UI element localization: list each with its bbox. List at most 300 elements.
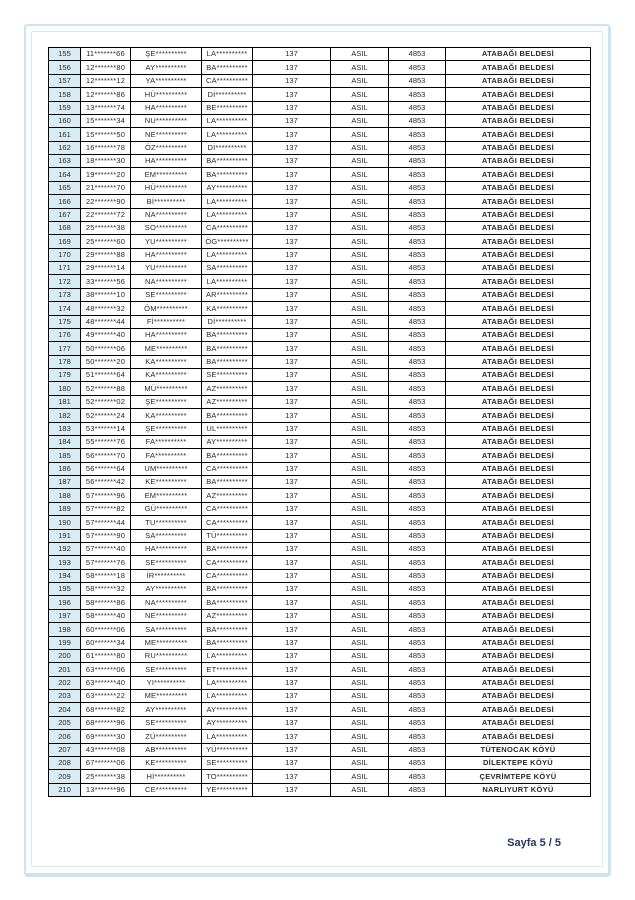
cell-location: ATABAĞI BELDESİ — [446, 262, 591, 275]
cell-masked-first-name: HÜ********** — [131, 181, 202, 194]
cell-masked-id: 60*******34 — [81, 636, 131, 649]
cell-status: ASIL — [331, 128, 389, 141]
cell-row-number: 204 — [49, 703, 81, 716]
cell-masked-id: 18*******30 — [81, 155, 131, 168]
cell-masked-id: 57*******82 — [81, 502, 131, 515]
table-row — [49, 690, 591, 703]
cell-status: ASIL — [331, 542, 389, 555]
cell-row-number: 172 — [49, 275, 81, 288]
cell-list-no: 4853 — [389, 395, 446, 408]
cell-code: 137 — [253, 730, 331, 743]
cell-code: 137 — [253, 516, 331, 529]
cell-masked-first-name: ŞE********** — [131, 395, 202, 408]
cell-row-number: 187 — [49, 476, 81, 489]
cell-row-number: 207 — [49, 743, 81, 756]
cell-list-no: 4853 — [389, 476, 446, 489]
cell-code: 137 — [253, 88, 331, 101]
cell-masked-last-name: BA********** — [202, 61, 253, 74]
cell-code: 137 — [253, 262, 331, 275]
table-row — [49, 596, 591, 609]
cell-status: ASIL — [331, 770, 389, 783]
cell-masked-first-name: HA********** — [131, 328, 202, 341]
cell-masked-id: 69*******30 — [81, 730, 131, 743]
cell-list-no: 4853 — [389, 676, 446, 689]
cell-row-number: 173 — [49, 288, 81, 301]
cell-masked-first-name: YA********** — [131, 74, 202, 87]
table-row — [49, 756, 591, 769]
cell-status: ASIL — [331, 596, 389, 609]
cell-list-no: 4853 — [389, 221, 446, 234]
table-row — [49, 743, 591, 756]
cell-masked-last-name: BA********** — [202, 596, 253, 609]
cell-location: ATABAĞI BELDESİ — [446, 342, 591, 355]
cell-masked-last-name: Dİ********** — [202, 141, 253, 154]
cell-status: ASIL — [331, 649, 389, 662]
cell-masked-id: 50*******06 — [81, 342, 131, 355]
cell-masked-last-name: LA********** — [202, 195, 253, 208]
cell-row-number: 200 — [49, 649, 81, 662]
cell-list-no: 4853 — [389, 114, 446, 127]
cell-masked-id: 48*******44 — [81, 315, 131, 328]
cell-masked-id: 15*******34 — [81, 114, 131, 127]
cell-masked-id: 52*******88 — [81, 382, 131, 395]
cell-row-number: 199 — [49, 636, 81, 649]
cell-location: ATABAĞI BELDESİ — [446, 716, 591, 729]
cell-list-no: 4853 — [389, 355, 446, 368]
cell-code: 137 — [253, 141, 331, 154]
cell-list-no: 4853 — [389, 302, 446, 315]
cell-row-number: 159 — [49, 101, 81, 114]
table-row — [49, 569, 591, 582]
cell-code: 137 — [253, 382, 331, 395]
cell-masked-id: 57*******44 — [81, 516, 131, 529]
cell-masked-last-name: LA********** — [202, 649, 253, 662]
cell-masked-last-name: KA********** — [202, 302, 253, 315]
cell-row-number: 176 — [49, 328, 81, 341]
cell-row-number: 190 — [49, 516, 81, 529]
cell-location: ATABAĞI BELDESİ — [446, 690, 591, 703]
cell-masked-last-name: TO********** — [202, 770, 253, 783]
cell-masked-first-name: NE********** — [131, 609, 202, 622]
cell-masked-id: 57*******90 — [81, 529, 131, 542]
cell-masked-last-name: BA********** — [202, 342, 253, 355]
table-row — [49, 663, 591, 676]
cell-list-no: 4853 — [389, 369, 446, 382]
cell-row-number: 164 — [49, 168, 81, 181]
cell-code: 137 — [253, 556, 331, 569]
cell-masked-last-name: Dİ********** — [202, 315, 253, 328]
cell-masked-last-name: LA********** — [202, 248, 253, 261]
cell-status: ASIL — [331, 382, 389, 395]
cell-masked-first-name: EM********** — [131, 489, 202, 502]
cell-code: 137 — [253, 476, 331, 489]
cell-code: 137 — [253, 288, 331, 301]
cell-masked-first-name: HA********** — [131, 101, 202, 114]
table-row — [49, 221, 591, 234]
cell-code: 137 — [253, 409, 331, 422]
cell-code: 137 — [253, 114, 331, 127]
cell-masked-first-name: AY********** — [131, 61, 202, 74]
cell-status: ASIL — [331, 101, 389, 114]
cell-status: ASIL — [331, 676, 389, 689]
cell-row-number: 202 — [49, 676, 81, 689]
cell-list-no: 4853 — [389, 716, 446, 729]
cell-code: 137 — [253, 355, 331, 368]
cell-masked-id: 63*******40 — [81, 676, 131, 689]
cell-location: ATABAĞI BELDESİ — [446, 369, 591, 382]
cell-code: 137 — [253, 275, 331, 288]
cell-row-number: 168 — [49, 221, 81, 234]
cell-code: 137 — [253, 181, 331, 194]
cell-code: 137 — [253, 302, 331, 315]
cell-masked-first-name: ÖM********** — [131, 302, 202, 315]
cell-code: 137 — [253, 716, 331, 729]
cell-list-no: 4853 — [389, 275, 446, 288]
cell-list-no: 4853 — [389, 74, 446, 87]
table-row — [49, 208, 591, 221]
cell-location: ATABAĞI BELDESİ — [446, 248, 591, 261]
cell-masked-id: 52*******02 — [81, 395, 131, 408]
cell-location: ATABAĞI BELDESİ — [446, 542, 591, 555]
cell-row-number: 181 — [49, 395, 81, 408]
table-row — [49, 262, 591, 275]
cell-masked-first-name: NA********** — [131, 275, 202, 288]
cell-location: ATABAĞI BELDESİ — [446, 235, 591, 248]
cell-status: ASIL — [331, 155, 389, 168]
cell-status: ASIL — [331, 61, 389, 74]
cell-masked-last-name: CA********** — [202, 462, 253, 475]
cell-masked-last-name: BA********** — [202, 583, 253, 596]
cell-masked-id: 25*******38 — [81, 221, 131, 234]
cell-row-number: 177 — [49, 342, 81, 355]
cell-masked-first-name: KA********** — [131, 409, 202, 422]
table-row — [49, 529, 591, 542]
cell-list-no: 4853 — [389, 542, 446, 555]
cell-masked-first-name: YI********** — [131, 676, 202, 689]
cell-status: ASIL — [331, 716, 389, 729]
cell-status: ASIL — [331, 743, 389, 756]
cell-location: ATABAĞI BELDESİ — [446, 529, 591, 542]
cell-list-no: 4853 — [389, 770, 446, 783]
cell-masked-last-name: LA********** — [202, 48, 253, 61]
cell-code: 137 — [253, 583, 331, 596]
table-row — [49, 74, 591, 87]
cell-list-no: 4853 — [389, 262, 446, 275]
cell-masked-id: 57*******40 — [81, 542, 131, 555]
cell-list-no: 4853 — [389, 195, 446, 208]
cell-masked-first-name: SE********** — [131, 716, 202, 729]
cell-list-no: 4853 — [389, 235, 446, 248]
cell-row-number: 185 — [49, 449, 81, 462]
cell-masked-last-name: AY********** — [202, 181, 253, 194]
cell-row-number: 157 — [49, 74, 81, 87]
cell-code: 137 — [253, 155, 331, 168]
cell-row-number: 208 — [49, 756, 81, 769]
cell-masked-last-name: YE********** — [202, 783, 253, 796]
table-row — [49, 195, 591, 208]
table-row — [49, 141, 591, 154]
cell-code: 137 — [253, 315, 331, 328]
cell-status: ASIL — [331, 623, 389, 636]
cell-list-no: 4853 — [389, 703, 446, 716]
cell-masked-id: 67*******06 — [81, 756, 131, 769]
cell-row-number: 162 — [49, 141, 81, 154]
cell-row-number: 191 — [49, 529, 81, 542]
cell-masked-id: 16*******78 — [81, 141, 131, 154]
cell-list-no: 4853 — [389, 529, 446, 542]
cell-masked-last-name: AY********** — [202, 435, 253, 448]
cell-status: ASIL — [331, 583, 389, 596]
cell-masked-first-name: ŞE********** — [131, 48, 202, 61]
cell-masked-id: 60*******06 — [81, 623, 131, 636]
cell-status: ASIL — [331, 114, 389, 127]
cell-location: ÇEVRİMTEPE KÖYÜ — [446, 770, 591, 783]
cell-status: ASIL — [331, 703, 389, 716]
cell-status: ASIL — [331, 502, 389, 515]
cell-location: TÜTENOCAK KÖYÜ — [446, 743, 591, 756]
cell-masked-first-name: NA********** — [131, 208, 202, 221]
cell-masked-last-name: BE********** — [202, 101, 253, 114]
table-row — [49, 181, 591, 194]
cell-location: ATABAĞI BELDESİ — [446, 569, 591, 582]
cell-code: 137 — [253, 235, 331, 248]
cell-list-no: 4853 — [389, 61, 446, 74]
cell-code: 137 — [253, 328, 331, 341]
cell-row-number: 167 — [49, 208, 81, 221]
table-row — [49, 114, 591, 127]
table-row — [49, 168, 591, 181]
cell-status: ASIL — [331, 48, 389, 61]
table-row — [49, 609, 591, 622]
cell-list-no: 4853 — [389, 663, 446, 676]
table-row — [49, 476, 591, 489]
cell-code: 137 — [253, 422, 331, 435]
cell-list-no: 4853 — [389, 382, 446, 395]
cell-row-number: 201 — [49, 663, 81, 676]
cell-masked-id: 61*******80 — [81, 649, 131, 662]
cell-masked-id: 13*******96 — [81, 783, 131, 796]
cell-status: ASIL — [331, 409, 389, 422]
cell-masked-last-name: ÖG********** — [202, 235, 253, 248]
table-row — [49, 623, 591, 636]
cell-row-number: 169 — [49, 235, 81, 248]
table-row — [49, 288, 591, 301]
cell-code: 137 — [253, 462, 331, 475]
cell-masked-last-name: SE********** — [202, 369, 253, 382]
cell-code: 137 — [253, 74, 331, 87]
cell-status: ASIL — [331, 569, 389, 582]
cell-location: ATABAĞI BELDESİ — [446, 462, 591, 475]
cell-row-number: 195 — [49, 583, 81, 596]
cell-list-no: 4853 — [389, 596, 446, 609]
cell-masked-id: 25*******60 — [81, 235, 131, 248]
cell-masked-last-name: LA********** — [202, 275, 253, 288]
cell-location: ATABAĞI BELDESİ — [446, 730, 591, 743]
cell-masked-id: 57*******96 — [81, 489, 131, 502]
cell-status: ASIL — [331, 141, 389, 154]
table-row — [49, 315, 591, 328]
cell-status: ASIL — [331, 663, 389, 676]
cell-status: ASIL — [331, 395, 389, 408]
cell-code: 137 — [253, 783, 331, 796]
cell-list-no: 4853 — [389, 422, 446, 435]
cell-location: ATABAĞI BELDESİ — [446, 502, 591, 515]
cell-location: ATABAĞI BELDESİ — [446, 649, 591, 662]
cell-masked-last-name: CA********** — [202, 556, 253, 569]
cell-row-number: 178 — [49, 355, 81, 368]
cell-list-no: 4853 — [389, 516, 446, 529]
cell-masked-id: 50*******20 — [81, 355, 131, 368]
cell-row-number: 210 — [49, 783, 81, 796]
cell-status: ASIL — [331, 248, 389, 261]
cell-row-number: 189 — [49, 502, 81, 515]
cell-masked-last-name: LA********** — [202, 208, 253, 221]
cell-list-no: 4853 — [389, 623, 446, 636]
cell-list-no: 4853 — [389, 583, 446, 596]
cell-masked-last-name: CA********** — [202, 502, 253, 515]
cell-masked-first-name: HA********** — [131, 155, 202, 168]
cell-masked-id: 15*******50 — [81, 128, 131, 141]
cell-location: ATABAĞI BELDESİ — [446, 355, 591, 368]
cell-masked-first-name: UM********** — [131, 462, 202, 475]
cell-row-number: 175 — [49, 315, 81, 328]
cell-masked-first-name: Hİ********** — [131, 770, 202, 783]
table-row — [49, 155, 591, 168]
cell-masked-last-name: AZ********** — [202, 609, 253, 622]
cell-row-number: 155 — [49, 48, 81, 61]
cell-list-no: 4853 — [389, 449, 446, 462]
cell-status: ASIL — [331, 275, 389, 288]
cell-masked-last-name: BA********** — [202, 409, 253, 422]
cell-location: ATABAĞI BELDESİ — [446, 88, 591, 101]
cell-masked-id: 51*******64 — [81, 369, 131, 382]
cell-masked-id: 21*******70 — [81, 181, 131, 194]
cell-masked-last-name: CA********** — [202, 569, 253, 582]
cell-masked-last-name: BA********** — [202, 155, 253, 168]
cell-list-no: 4853 — [389, 569, 446, 582]
cell-list-no: 4853 — [389, 248, 446, 261]
cell-location: ATABAĞI BELDESİ — [446, 181, 591, 194]
cell-row-number: 174 — [49, 302, 81, 315]
cell-list-no: 4853 — [389, 155, 446, 168]
cell-masked-last-name: AR********** — [202, 288, 253, 301]
cell-list-no: 4853 — [389, 435, 446, 448]
cell-location: ATABAĞI BELDESİ — [446, 74, 591, 87]
table-row — [49, 783, 591, 796]
cell-code: 137 — [253, 101, 331, 114]
cell-masked-last-name: UL********** — [202, 422, 253, 435]
cell-list-no: 4853 — [389, 168, 446, 181]
cell-location: ATABAĞI BELDESİ — [446, 288, 591, 301]
cell-masked-first-name: ME********** — [131, 690, 202, 703]
cell-location: ATABAĞI BELDESİ — [446, 636, 591, 649]
cell-masked-first-name: Fİ********** — [131, 315, 202, 328]
cell-code: 137 — [253, 342, 331, 355]
cell-row-number: 184 — [49, 435, 81, 448]
cell-masked-first-name: NU********** — [131, 114, 202, 127]
cell-code: 137 — [253, 61, 331, 74]
cell-list-no: 4853 — [389, 141, 446, 154]
cell-masked-last-name: LA********** — [202, 128, 253, 141]
table-row — [49, 369, 591, 382]
table-row — [49, 542, 591, 555]
cell-row-number: 197 — [49, 609, 81, 622]
cell-masked-first-name: Bİ********** — [131, 195, 202, 208]
table-row — [49, 328, 591, 341]
cell-list-no: 4853 — [389, 649, 446, 662]
cell-list-no: 4853 — [389, 690, 446, 703]
table-row — [49, 128, 591, 141]
cell-list-no: 4853 — [389, 88, 446, 101]
cell-list-no: 4853 — [389, 101, 446, 114]
cell-status: ASIL — [331, 342, 389, 355]
cell-code: 137 — [253, 489, 331, 502]
cell-masked-last-name: BA********** — [202, 623, 253, 636]
cell-location: ATABAĞI BELDESİ — [446, 476, 591, 489]
cell-status: ASIL — [331, 262, 389, 275]
cell-location: ATABAĞI BELDESİ — [446, 623, 591, 636]
cell-masked-first-name: HA********** — [131, 542, 202, 555]
cell-masked-id: 56*******64 — [81, 462, 131, 475]
cell-masked-id: 25*******38 — [81, 770, 131, 783]
cell-masked-last-name: Dİ********** — [202, 88, 253, 101]
cell-row-number: 186 — [49, 462, 81, 475]
cell-code: 137 — [253, 636, 331, 649]
cell-list-no: 4853 — [389, 730, 446, 743]
cell-list-no: 4853 — [389, 409, 446, 422]
cell-status: ASIL — [331, 636, 389, 649]
cell-location: ATABAĞI BELDESİ — [446, 61, 591, 74]
cell-masked-id: 43*******08 — [81, 743, 131, 756]
table-row — [49, 676, 591, 689]
cell-code: 137 — [253, 48, 331, 61]
cell-masked-last-name: CA********** — [202, 516, 253, 529]
cell-row-number: 158 — [49, 88, 81, 101]
cell-masked-id: 63*******22 — [81, 690, 131, 703]
cell-location: ATABAĞI BELDESİ — [446, 409, 591, 422]
cell-masked-first-name: MÜ********** — [131, 382, 202, 395]
cell-row-number: 163 — [49, 155, 81, 168]
cell-row-number: 179 — [49, 369, 81, 382]
table-row — [49, 556, 591, 569]
cell-masked-id: 38*******10 — [81, 288, 131, 301]
cell-row-number: 203 — [49, 690, 81, 703]
cell-masked-id: 55*******76 — [81, 435, 131, 448]
cell-masked-id: 56*******42 — [81, 476, 131, 489]
cell-list-no: 4853 — [389, 128, 446, 141]
cell-list-no: 4853 — [389, 609, 446, 622]
cell-masked-last-name: AZ********** — [202, 489, 253, 502]
cell-status: ASIL — [331, 288, 389, 301]
cell-code: 137 — [253, 529, 331, 542]
cell-status: ASIL — [331, 690, 389, 703]
cell-list-no: 4853 — [389, 462, 446, 475]
cell-location: DİLEKTEPE KÖYÜ — [446, 756, 591, 769]
cell-status: ASIL — [331, 195, 389, 208]
cell-location: ATABAĞI BELDESİ — [446, 596, 591, 609]
cell-masked-first-name: SE********** — [131, 288, 202, 301]
cell-location: ATABAĞI BELDESİ — [446, 676, 591, 689]
cell-row-number: 180 — [49, 382, 81, 395]
cell-code: 137 — [253, 663, 331, 676]
cell-masked-first-name: YU********** — [131, 262, 202, 275]
table-row — [49, 435, 591, 448]
cell-masked-id: 68*******96 — [81, 716, 131, 729]
cell-masked-last-name: AY********** — [202, 716, 253, 729]
cell-code: 137 — [253, 435, 331, 448]
cell-location: ATABAĞI BELDESİ — [446, 489, 591, 502]
cell-masked-last-name: CA********** — [202, 221, 253, 234]
